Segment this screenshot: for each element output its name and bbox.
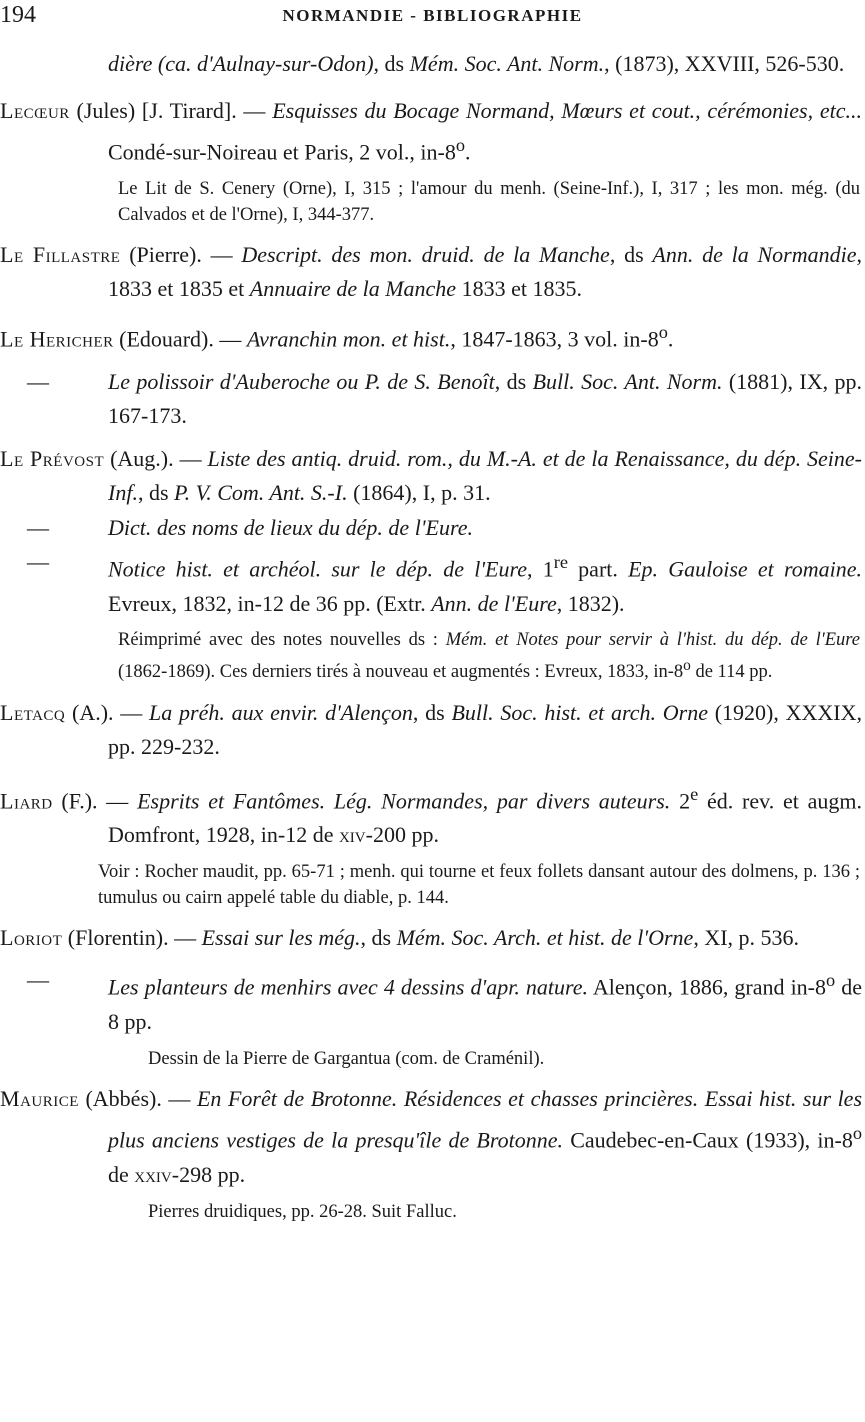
running-title: NORMANDIE - BIBLIOGRAPHIE [282,6,583,25]
bib-entry-lecoeur: Lecœur (Jules) [J. Tirard]. — Esquisses du Bocage Normand, Mœurs et cout., cérémonies, etc... Condé-sur-Noireau et Paris, 2 vol., in-8$^o$. [0,97,862,165]
author-name: Lecœur [0,97,70,123]
author-name: Le Prévost [0,445,105,471]
bib-entry-le-prevost: Le Prévost (Aug.). — Liste des antiq. druid. rom., du M.-A. et de la Renaissance, du dép. Seine-Inf., ds P. V. Com. Ant. S.-I. (1864), I, p. 31. [0,445,862,506]
bib-entry-dash-planteurs: — Les planteurs de menhirs avec 4 dessins d'apr. nature. Alençon, 1886, grand in-8$^o$ de 8 pp. [0,963,862,1039]
bib-note: Le Lit de S. Cenery (Orne), I, 315 ; l'amour du menh. (Seine-Inf.), I, 317 ; les mon. még. (du Calvados et de l'Orne), I, 344-377. [118,178,860,225]
author-name: Loriot [0,924,63,950]
page-header [0,2,865,32]
dash-mark: — [27,514,49,540]
bib-entry-loriot: Loriot (Florentin). — Essai sur les még., ds Mém. Soc. Arch. et hist. de l'Orne, XI, p. 536. [0,924,800,950]
bib-note: Réimprimé avec des notes nouvelles ds : Mém. et Notes pour servir à l'hist. du dép. de l'Eure (1862-1869). Ces derniers tirés à nouveau et augmentés : Evreux, 1833, in-8$^o$ de 114 pp. [118,630,860,683]
bib-entry-continuation: dière (ca. d'Aulnay-sur-Odon), ds Mém. Soc. Ant. Norm., (1873), XXVIII, 526-530. [108,51,845,76]
bib-entry-le-hericher: Le Hericher (Edouard). — Avranchin mon. et hist., 1847-1863, 3 vol. in-8$^o$. [0,321,674,352]
bib-note: Voir : Rocher maudit, pp. 65-71 ; menh. qui tourne et feux follets dansant autour des dolmens, p. 136 ; tumulus ou cairn appelé table du diable, p. 144. [98,861,860,908]
page-number: 194 [0,2,36,28]
dash-mark: — [27,967,49,993]
dash-mark: — [27,549,49,575]
author-name: Le Fillastre [0,241,121,267]
bib-entry-le-fillastre: Le Fillastre (Pierre). — Descript. des mon. druid. de la Manche, ds Ann. de la Normandie, 1833 et 1835 et Annuaire de la Manche 1833 et 1835. [0,241,862,302]
bib-entry-dash-polissoir: — Le polissoir d'Auberoche ou P. de S. Benoît, ds Bull. Soc. Ant. Norm. (1881), IX, pp. 167-173. [0,365,862,434]
bibliography-list [0,47,862,1235]
dash-mark: — [27,368,49,394]
bib-note: Dessin de la Pierre de Gargantua (com. de Craménil). [148,1048,545,1069]
bib-note: Pierres druidiques, pp. 26-28. Suit Falluc. [148,1201,457,1222]
author-name: Letacq [0,699,66,725]
bib-entry-dash-dict: — Dict. des noms de lieux du dép. de l'Eure. [0,511,862,546]
author-name: Maurice [0,1085,79,1111]
bib-entry-maurice: Maurice (Abbés). — En Forêt de Brotonne. Résidences et chasses princières. Essai hist. sur les plus anciens vestiges de la presqu'île de Brotonne. Caudebec-en-Caux (1933), in-8$^o$ de xxiv-298 pp. [0,1085,863,1188]
author-name: Le Hericher [0,326,114,352]
bib-entry-letacq: Letacq (A.). — La préh. aux envir. d'Alençon, ds Bull. Soc. hist. et arch. Orne (1920), XXXIX, pp. 229-232. [0,699,862,760]
bib-entry-liard: Liard (F.). — Esprits et Fantômes. Lég. Normandes, par divers auteurs. 2e éd. rev. et augm. Domfront, 1928, in-12 de xiv-200 pp. [0,783,863,848]
author-name: Liard [0,787,53,813]
bib-entry-dash-notice: — Notice hist. et archéol. sur le dép. de l'Eure, 1re part. Ep. Gauloise et romaine. Evreux, 1832, in-12 de 36 pp. (Extr. Ann. de l'Eure, 1832). [0,545,862,621]
